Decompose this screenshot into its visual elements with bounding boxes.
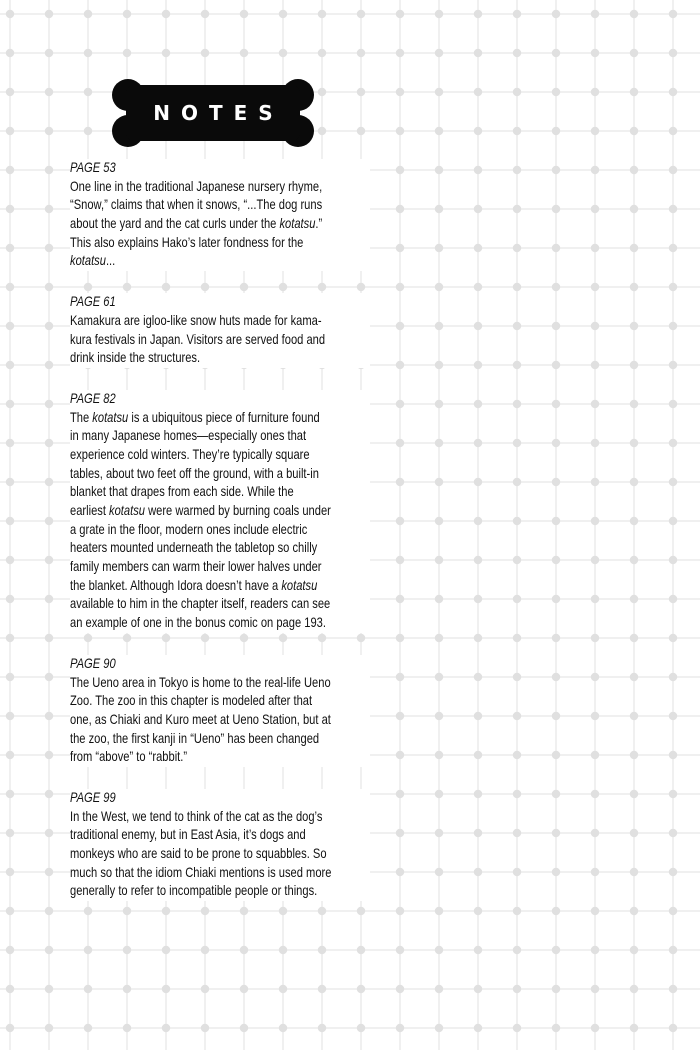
- note-text-line: [70, 446, 316, 465]
- note-page-heading: PAGE 61: [70, 294, 116, 310]
- italic-term: kotatsu: [281, 577, 318, 593]
- note-text-line: [70, 748, 316, 767]
- note-entry: [70, 293, 370, 368]
- text-segment: ...: [105, 253, 116, 269]
- note-text-line: [70, 252, 316, 271]
- note-text-line: [70, 331, 326, 350]
- text-segment: One line in the traditional Japanese nursery rhyme,: [70, 178, 323, 194]
- note-text-line: [70, 427, 316, 446]
- note-text-line: [70, 558, 322, 577]
- text-segment: much so that the idiom Chiaki mentions is used more: [70, 864, 332, 880]
- note-text-line: [70, 864, 332, 883]
- text-segment: tables, about two feet off the ground, with a built-in: [70, 465, 319, 481]
- italic-term: kotatsu: [70, 253, 106, 269]
- text-segment: generally to refer to incompatible people or things.: [70, 883, 318, 899]
- text-segment: The: [70, 409, 93, 425]
- note-text-line: [70, 234, 316, 253]
- note-text-line: [70, 483, 316, 502]
- note-text-line: [70, 215, 323, 234]
- notes-list: [70, 159, 370, 923]
- text-segment: is a ubiquitous piece of furniture found: [128, 409, 320, 425]
- notes-title-badge: [112, 78, 314, 148]
- note-text-line: [70, 178, 323, 197]
- note-text-line: [70, 349, 316, 368]
- text-segment: from “above” to “rabbit.”: [70, 749, 188, 765]
- text-segment: earliest: [70, 503, 110, 518]
- note-page-heading: PAGE 99: [70, 789, 116, 805]
- text-segment: “Snow,” claims that when it snows, “...The dog runs: [70, 197, 323, 213]
- text-segment: .”: [315, 216, 323, 232]
- note-text-line: [70, 539, 316, 558]
- note-entry: [70, 655, 370, 767]
- note-text-line: [70, 845, 327, 864]
- text-segment: in many Japanese homes—especially ones that: [70, 428, 307, 444]
- text-segment: experience cold winters. They’re typically square: [70, 446, 310, 462]
- text-segment: one, as Chiaki and Kuro meet at Ueno Station, but at: [70, 711, 331, 727]
- note-entry: [70, 159, 370, 271]
- italic-term: kotatsu: [109, 503, 145, 518]
- page-title: NOTES: [153, 101, 284, 125]
- text-segment: drink inside the structures.: [70, 350, 201, 366]
- text-segment: the zoo, the first kanji in “Ueno” has been changed: [70, 730, 320, 746]
- text-segment: an example of one in the bonus comic on page 193.: [70, 615, 326, 631]
- text-segment: available to him in the chapter itself, readers can see: [70, 596, 331, 612]
- note-text-line: [70, 826, 316, 845]
- text-segment: The Ueno area in Tokyo is home to the real-life Ueno: [70, 674, 331, 690]
- note-text-line: [70, 692, 316, 711]
- note-text-line: [70, 502, 331, 521]
- note-text-line: [70, 730, 320, 749]
- note-text-line: [70, 521, 316, 540]
- text-segment: traditional enemy, but in East Asia, it’s dogs and: [70, 827, 306, 843]
- text-segment: monkeys who are said to be prone to squabbles. So: [70, 846, 327, 861]
- text-segment: Zoo. The zoo in this chapter is modeled after that: [70, 693, 313, 709]
- note-page-heading: PAGE 82: [70, 390, 116, 406]
- italic-term: kotatsu: [92, 409, 129, 425]
- note-text-line: [70, 595, 331, 614]
- note-text-line: [70, 312, 322, 331]
- note-text-line: [70, 808, 323, 827]
- italic-term: kotatsu: [279, 216, 316, 232]
- text-segment: blanket that drapes from each side. While the: [70, 484, 294, 500]
- note-entry: [70, 789, 370, 901]
- note-page-heading: PAGE 53: [70, 160, 116, 175]
- text-segment: a grate in the floor, modern ones include electric: [70, 521, 308, 537]
- note-text-line: [70, 577, 316, 596]
- text-segment: Kamakura are igloo-like snow huts made for kama-: [70, 312, 322, 328]
- note-entry: [70, 390, 370, 633]
- text-segment: heaters mounted underneath the tabletop so chilly: [70, 540, 318, 556]
- text-segment: In the West, we tend to think of the cat as the dog’s: [70, 808, 323, 824]
- note-text-line: [70, 614, 326, 633]
- note-text-line: [70, 409, 320, 428]
- text-segment: kura festivals in Japan. Visitors are served food and: [70, 331, 326, 347]
- text-segment: family members can warm their lower halves under: [70, 559, 322, 575]
- text-segment: were warmed by burning coals under: [144, 503, 331, 518]
- text-segment: about the yard and the cat curls under the: [70, 216, 280, 232]
- note-text-line: [70, 882, 316, 901]
- note-text-line: [70, 711, 331, 730]
- text-segment: the blanket. Although Idora doesn’t have a: [70, 577, 282, 593]
- note-text-line: [70, 196, 323, 215]
- note-text-line: [70, 465, 319, 484]
- text-segment: This also explains Hako’s later fondness for the: [70, 234, 304, 250]
- note-text-line: [70, 674, 331, 693]
- note-page-heading: PAGE 90: [70, 655, 116, 671]
